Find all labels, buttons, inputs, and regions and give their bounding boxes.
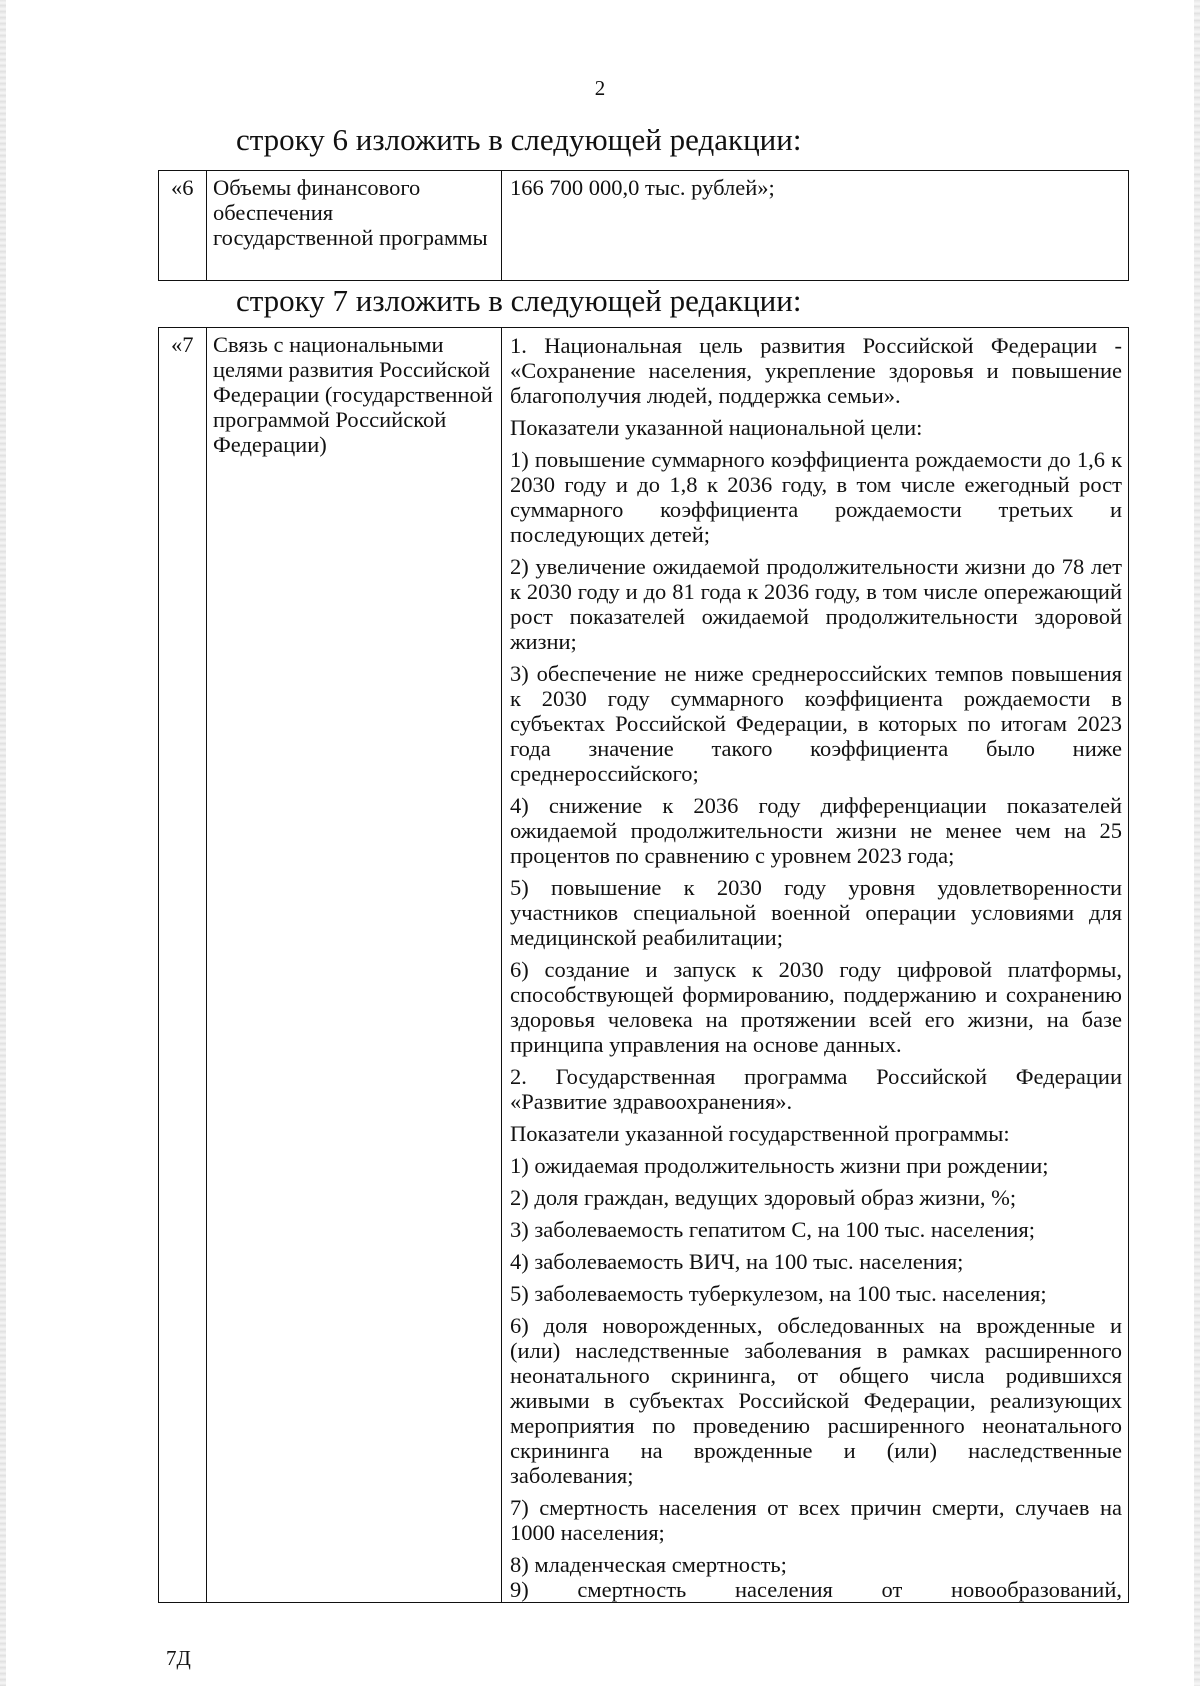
paragraph: 1) повышение суммарного коэффициента рождаемости до 1,6 к 2030 году и до 1,8 к 2036 году, в том числе ежегодный рост суммарного коэффициента рождаемости третьих и последующих детей; [510,447,1122,547]
paragraph: 2. Государственная программа Российской Федерации «Развитие здравоохранения». [510,1064,1122,1114]
paragraph: 1) ожидаемая продолжительность жизни при рождении; [510,1153,1049,1178]
paragraph: 3) заболеваемость гепатитом С, на 100 тыс. населения; [510,1217,1036,1242]
row-name-cell: Связь с национальными целями развития Российской Федерации (государственной программой Российской Федерации) [207,328,502,1603]
paragraph: 4) заболеваемость ВИЧ, на 100 тыс. населения; [510,1249,964,1274]
paragraph: 7) смертность населения от всех причин смерти, случаев на 1000 населения; [510,1495,1122,1545]
paragraph-list [510,333,1122,1577]
paragraph: Показатели указанной национальной цели: [510,415,923,440]
paragraph: 3) обеспечение не ниже среднероссийских темпов повышения к 2030 году суммарного коэффициента рождаемости в субъектах Российской Федерации, в которых по итогам 2023 года значение такого коэффициента было ниже среднероссийского; [510,661,1122,786]
footer-code: 7Д [166,1646,191,1670]
paragraph: 2) доля граждан, ведущих здоровый образ жизни, %; [510,1185,1017,1210]
row-number-cell: «6 [159,171,207,281]
page-number: 2 [594,76,606,100]
paragraph: 6) создание и запуск к 2030 году цифровой платформы, способствующей формированию, поддержанию и сохранению здоровья человека на протяжении всей его жизни, на базе принципа управления на основе данных. [510,957,1122,1057]
table-row-6 [158,170,1129,281]
paragraph: 5) заболеваемость туберкулезом, на 100 тыс. населения; [510,1281,1047,1306]
paragraph: 6) доля новорожденных, обследованных на врожденные и (или) наследственные заболевания в рамках расширенного неонатального скрининга, от общего числа родившихся живыми в субъектах Российской Федерации, реализующих мероприятия по проведению расширенного неонатального скрининга на врожденные и (или) наследственные заболевания; [510,1313,1122,1488]
table-row [159,171,1129,281]
row-value-cell: 166 700 000,0 тыс. рублей»; [502,171,1129,281]
paragraph: Показатели указанной государственной программы: [510,1121,1010,1146]
paragraph-last-line: 9) смертность населения от новообразований, [510,1577,1122,1602]
row-number-cell: «7 [159,328,207,1603]
row-content-cell [502,328,1129,1603]
paragraph: 1. Национальная цель развития Российской Федерации - «Сохранение населения, укрепление здоровья и повышение благополучия людей, поддержка семьи». [510,333,1122,408]
section-heading-row-7: строку 7 изложить в следующей редакции: [236,283,802,318]
table-row-7 [158,327,1129,1603]
row-name-cell: Объемы финансового обеспечения государственной программы [207,171,502,281]
paragraph: 5) повышение к 2030 году уровня удовлетворенности участников специальной военной операции условиями для медицинской реабилитации; [510,875,1122,950]
table-row [159,328,1129,1603]
section-heading-row-6: строку 6 изложить в следующей редакции: [236,122,802,157]
paragraph: 2) увеличение ожидаемой продолжительности жизни до 78 лет к 2030 году и до 81 года к 2036 году, в том числе опережающий рост показателей ожидаемой продолжительности здоровой жизни; [510,554,1122,654]
paragraph: 8) младенческая смертность; [510,1552,787,1577]
paragraph: 4) снижение к 2036 году дифференциации показателей ожидаемой продолжительности жизни не менее чем на 25 процентов по сравнению с уровнем 2023 года; [510,793,1122,868]
scan-edge-right [1194,0,1200,1686]
scan-edge-left [0,0,6,1686]
